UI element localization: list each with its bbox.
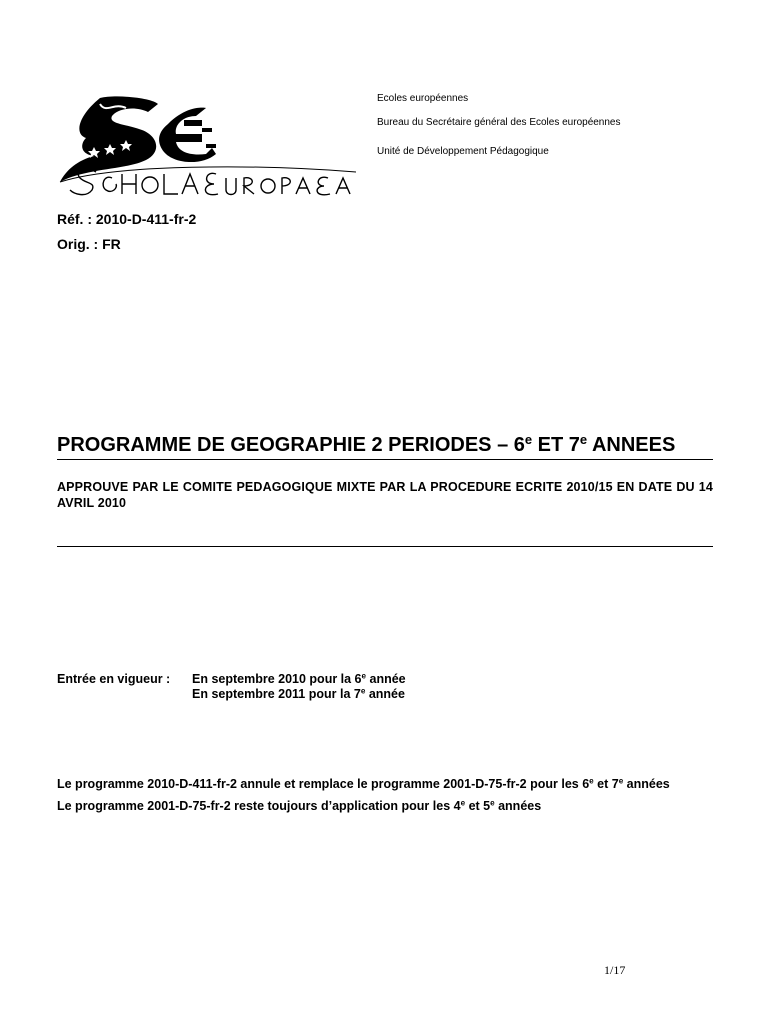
header-line-bureau: Bureau du Secrétaire général des Ecoles européennes <box>377 117 621 128</box>
header-line-unit: Unité de Développement Pédagogique <box>377 146 549 157</box>
entry-line-2010: En septembre 2010 pour la 6e année <box>192 671 406 686</box>
logo-graphic <box>56 94 356 204</box>
title-rule <box>57 459 713 460</box>
entry-label: Entrée en vigueur : <box>57 672 171 686</box>
document-origin: Orig. : FR <box>57 236 121 252</box>
document-title: PROGRAMME DE GEOGRAPHIE 2 PERIODES – 6e ET 7e ANNEES <box>57 431 676 456</box>
note-still-applies: Le programme 2001-D-75-fr-2 reste toujours d’application pour les 4e et 5e années <box>57 798 542 813</box>
approval-statement: APPROUVE PAR LE COMITE PEDAGOGIQUE MIXTE PAR LA PROCEDURE ECRITE 2010/15 EN DATE DU 14 AVRIL 2010 <box>57 480 713 510</box>
document-reference: Réf. : 2010-D-411-fr-2 <box>57 211 197 227</box>
page-number: 1/17 <box>604 963 626 977</box>
note-replaces: Le programme 2010-D-411-fr-2 annule et remplace le programme 2001-D-75-fr-2 pour les 6e et 7e années <box>57 776 670 791</box>
section-rule <box>57 546 713 547</box>
entry-line-2011: En septembre 2011 pour la 7e année <box>192 686 405 701</box>
header-line-schools: Ecoles européennes <box>377 93 469 104</box>
schola-europaea-logo <box>56 94 356 204</box>
